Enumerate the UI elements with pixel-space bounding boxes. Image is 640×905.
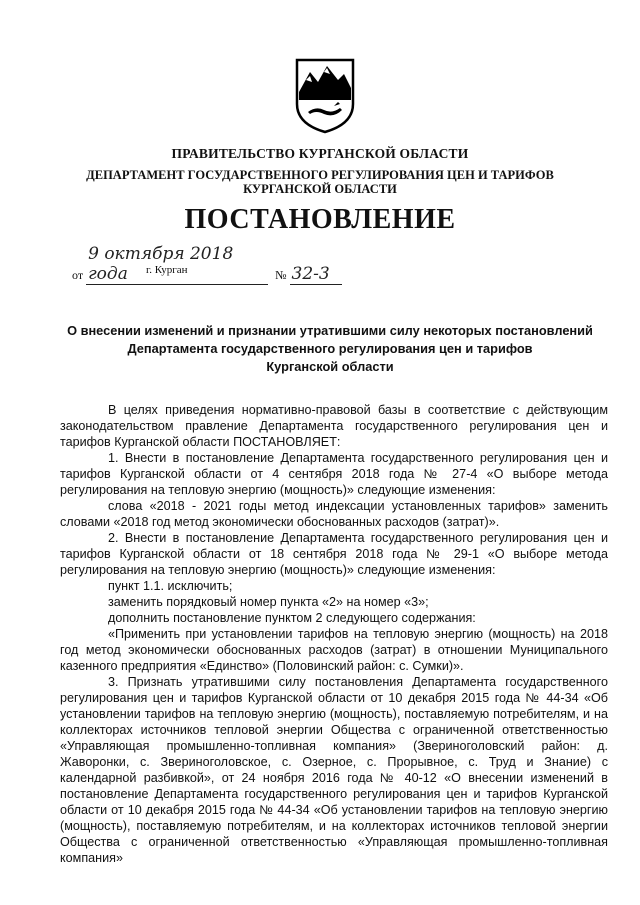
department-name [0, 168, 640, 196]
coat-of-arms-emblem [294, 58, 356, 134]
body-paragraph: слова «2018 - 2021 годы метод индексации установленных тарифов» заменить словами «2018 год метод экономически обоснованных расходов (затрат)». [60, 499, 608, 529]
body-paragraph: «Применить при установлении тарифов на тепловую энергию (мощность) на 2018 год метод экономически обоснованных расходов (затрат) в отношении Муниципального казенного предприятия «Единство» (Половинский район: с. Сумки)». [60, 627, 608, 673]
city-label: г. Курган [146, 264, 188, 276]
body-paragraph: пункт 1.1. исключить; [108, 579, 233, 593]
document-subject [60, 322, 600, 376]
body-paragraph: заменить порядковый номер пункта «2» на номер «3»; [108, 595, 429, 609]
document-title: ПОСТАНОВЛЕНИЕ [184, 204, 456, 235]
government-name: ПРАВИТЕЛЬСТВО КУРГАНСКОЙ ОБЛАСТИ [171, 146, 469, 161]
subject-line: Департамента государственного регулирования цен и тарифов [127, 341, 533, 356]
department-name-line2: КУРГАНСКОЙ ОБЛАСТИ [243, 182, 397, 196]
date-prefix: от [72, 268, 84, 282]
body-paragraph: 2. Внести в постановление Департамента государственного регулирования цен и тарифов Курганской области от 18 сентября 2018 года № 29-1 «О выборе метода регулирования на тепловую энергию (мощность)» следующие изменения: [60, 531, 608, 577]
subject-line: О внесении изменений и признании утратившими силу некоторых постановлений [67, 323, 593, 338]
subject-line: Курганской области [266, 359, 394, 374]
body-paragraph: В целях приведения нормативно-правовой базы в соответствие с действующим законодательством правление Департамента государственного регулирования цен и тарифов Курганской области ПОСТАНОВЛЯЕТ: [60, 403, 608, 449]
date-number-line [72, 244, 342, 285]
department-name-line1: ДЕПАРТАМЕНТ ГОСУДАРСТВЕННОГО РЕГУЛИРОВАНИЯ ЦЕН И ТАРИФОВ [86, 168, 554, 182]
document-body [60, 402, 608, 866]
handwritten-number: 32-3 [290, 264, 342, 285]
number-prefix: № [275, 268, 287, 282]
body-paragraph: 3. Признать утратившими силу постановления Департамента государственного регулирования цен и тарифов Курганской области от 10 декабря 2015 года № 44-34 «Об установлении тарифов на тепловую энергию (мощность), поставляемую потребителям, и на коллекторах источников тепловой энергии Общества с ограниченной ответственностью «Управляющая промышленно-топливная компания» (Звериноголовский район: д. Жаворонки, с. Звериноголовское, с. Озерное, с. Прорывное, с. Труд и Знание) с календарной разбивкой», от 24 ноября 2016 года № 40-12 «О внесении изменений в постановление Департамента государственного регулирования цен и тарифов Курганской области от 10 декабря 2015 года № 44-34 «Об установлении тарифов на тепловую энергию (мощность), поставляемую потребителям, и на коллекторах источников тепловой энергии Общества с ограниченной ответственностью «Управляющая промышленно-топливная компания» [60, 675, 608, 865]
body-paragraph: дополнить постановление пунктом 2 следующего содержания: [108, 611, 476, 625]
body-paragraph: 1. Внести в постановление Департамента государственного регулирования цен и тарифов Курганской области от 4 сентября 2018 года № 27-4 «О выборе метода регулирования на тепловую энергию (мощность)» следующие изменения: [60, 451, 608, 497]
handwritten-date: 9 октября 2018 года [86, 244, 268, 285]
